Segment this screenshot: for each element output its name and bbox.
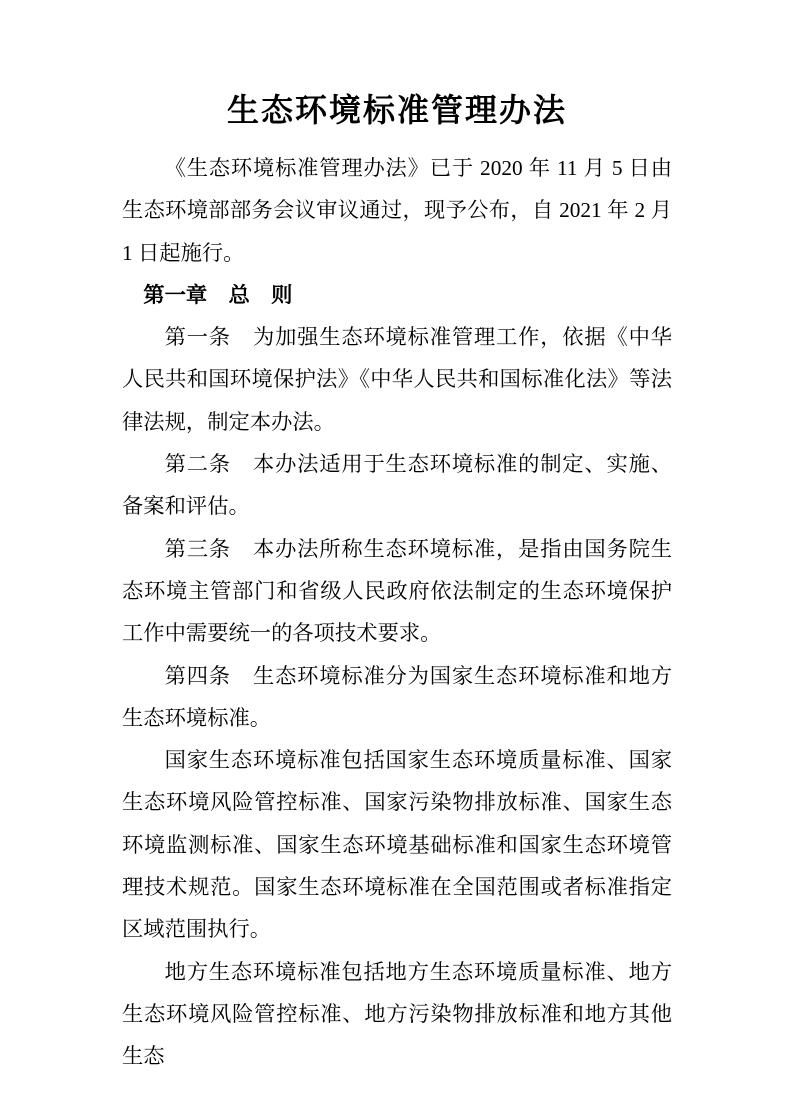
article-1-paragraph: 第一条 为加强生态环境标准管理工作，依据《中华人民共和国环境保护法》《中华人民共和国标准化法》等法律法规，制定本办法。 [122, 325, 672, 434]
article-3-paragraph: 第三条 本办法所称生态环境标准，是指由国务院生态环境主管部门和省级人民政府依法制定的生态环境保护工作中需要统一的各项技术要求。 [122, 536, 672, 646]
intro-paragraph: 《生态环境标准管理办法》已于 2020 年 11 月 5 日由生态环境部部务会议审议通过，现予公布，自 2021 年 2 月 1 日起施行。 [122, 156, 672, 265]
article-4-paragraph: 第四条 生态环境标准分为国家生态环境标准和地方生态环境标准。 [122, 663, 672, 730]
article-4-local-standards-paragraph-truncated: 地方生态环境标准包括地方生态环境质量标准、地方生态环境风险管控标准、地方污染物排放标准和地方其他生态 [122, 959, 672, 1069]
article-2-paragraph: 第二条 本办法适用于生态环境标准的制定、实施、备案和评估。 [122, 452, 672, 519]
article-4-national-standards-paragraph: 国家生态环境标准包括国家生态环境质量标准、国家生态环境风险管控标准、国家污染物排放标准、国家生态环境监测标准、国家生态环境基础标准和国家生态环境管理技术规范。国家生态环境标准在全国范围或者标准指定区域范围执行。 [122, 748, 672, 942]
chapter-1-heading: 第一章 总 则 [143, 282, 293, 307]
document-title: 生态环境标准管理办法 [226, 92, 567, 128]
